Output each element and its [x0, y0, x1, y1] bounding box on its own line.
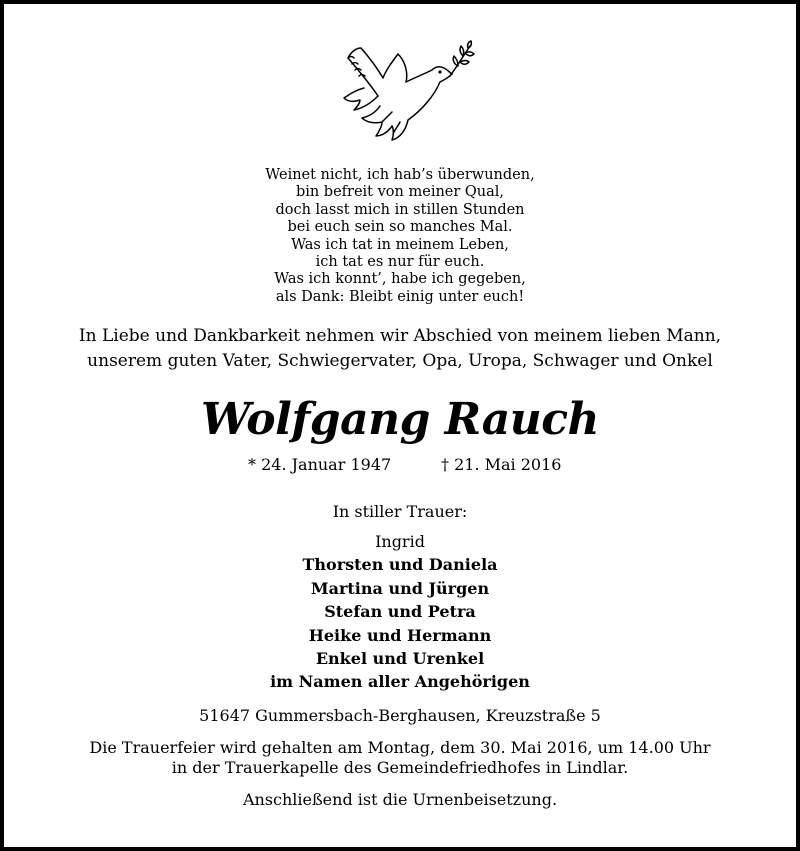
- dove-with-olive-branch-icon: [334, 40, 479, 144]
- poem-line: Weinet nicht, ich hab’s überwunden,: [265, 167, 535, 183]
- mourning-label: In stiller Trauer:: [332, 502, 468, 521]
- family-address: 51647 Gummersbach-Berghausen, Kreuzstraße 5: [199, 706, 601, 725]
- mourners-list: [4, 530, 796, 694]
- poem: [4, 167, 796, 306]
- poem-line: Was ich konnt’, habe ich gegeben,: [274, 271, 526, 288]
- funeral-service-info: [4, 738, 796, 778]
- intro-line: unserem guten Vater, Schwiegervater, Opa, Uropa, Schwager und Onkel: [87, 351, 713, 371]
- mourner-name: Ingrid: [375, 532, 425, 551]
- mourner-name: Heike und Hermann: [308, 625, 492, 645]
- mourner-name: Enkel und Urenkel: [315, 649, 485, 669]
- mourner-name: Martina und Jürgen: [310, 578, 490, 598]
- poem-line: bin befreit von meiner Qual,: [295, 184, 505, 201]
- death-date: † 21. Mai 2016: [441, 455, 562, 474]
- poem-line: bei euch sein so manches Mal.: [287, 219, 513, 236]
- service-line: in der Trauerkapelle des Gemeindefriedhofes in Lindlar.: [171, 758, 629, 777]
- poem-line: als Dank: Bleibt einig unter euch!: [275, 288, 525, 305]
- intro-line: In Liebe und Dankbarkeit nehmen wir Abschied von meinem lieben Mann,: [78, 326, 722, 346]
- service-line: Die Trauerfeier wird gehalten am Montag, dem 30. Mai 2016, um 14.00 Uhr: [89, 738, 711, 757]
- poem-line: Was ich tat in meinem Leben,: [291, 236, 509, 253]
- poem-line: doch lasst mich in stillen Stunden: [275, 201, 525, 218]
- birth-date: * 24. Januar 1947: [248, 455, 392, 474]
- poem-line: ich tat es nur für euch.: [315, 254, 485, 271]
- farewell-intro: [4, 324, 796, 374]
- mourner-name: Thorsten und Daniela: [302, 555, 498, 575]
- deceased-name: Wolfgang Rauch: [200, 394, 600, 445]
- mourner-name: Stefan und Petra: [324, 602, 476, 622]
- urn-burial-note: Anschließend ist die Urnenbeisetzung.: [242, 790, 558, 809]
- mourner-name: im Namen aller Angehörigen: [270, 672, 530, 692]
